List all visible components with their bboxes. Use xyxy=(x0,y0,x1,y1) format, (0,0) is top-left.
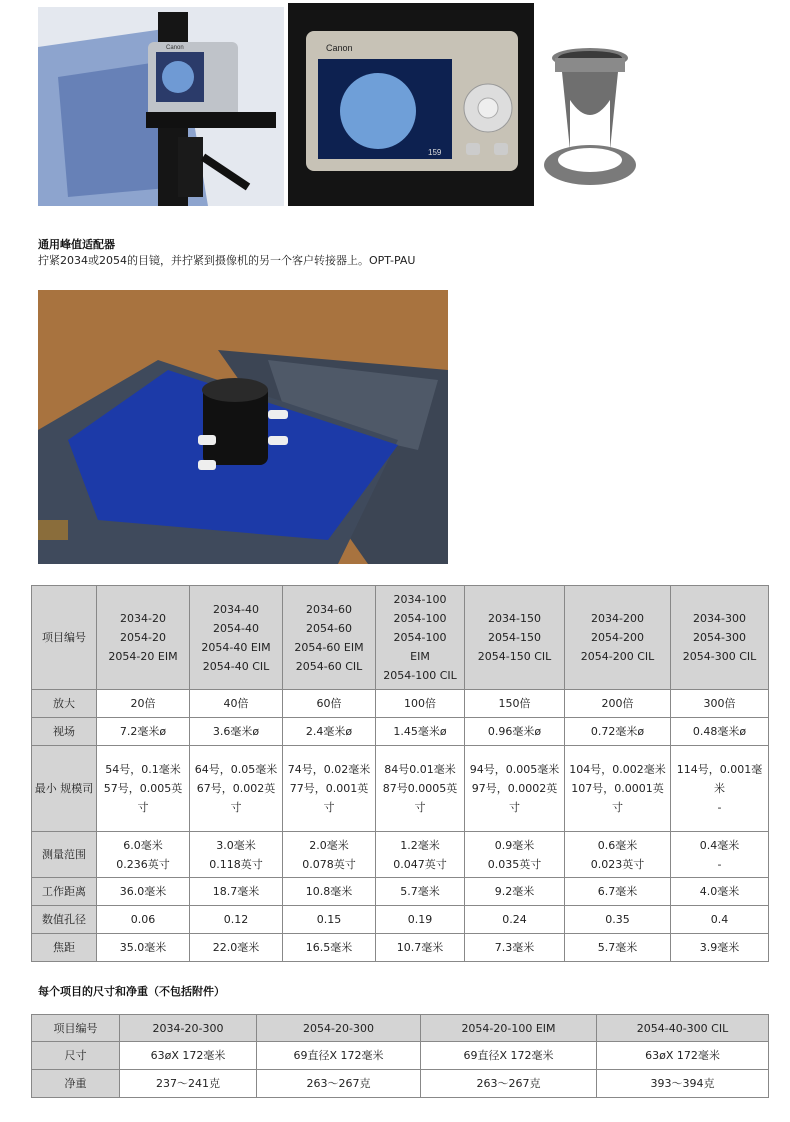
spec-cell-line: 0.035英寸 xyxy=(487,857,542,871)
spec-cell xyxy=(97,718,190,746)
camera-brand-label: Canon xyxy=(166,45,184,51)
spec-cell-line: 6.7毫米 xyxy=(597,885,638,898)
spec-cell-line: 36.0毫米 xyxy=(119,885,167,898)
spec-cell-line: 3.9毫米 xyxy=(699,941,740,954)
spec-cell xyxy=(283,934,376,962)
header-line: 2054-40 xyxy=(213,621,259,635)
dims-cell: 263～267克 xyxy=(257,1070,421,1098)
dims-row-label: 尺寸 xyxy=(32,1042,120,1070)
dims-cell: 63øX 172毫米 xyxy=(120,1042,257,1070)
spec-header-label: 项目编号 xyxy=(32,586,97,690)
dims-header-row xyxy=(32,1015,769,1042)
camera-brand-label-2: Canon xyxy=(326,43,353,53)
spec-cell-line: 87号0.0005英寸 xyxy=(382,782,458,814)
spec-cell xyxy=(190,934,283,962)
spec-cell-line: 60倍 xyxy=(316,697,342,710)
camera-screen-closeup-photo xyxy=(288,3,534,206)
dims-cell: 263～267克 xyxy=(421,1070,597,1098)
spec-row xyxy=(32,878,769,906)
spec-row-label: 测量范围 xyxy=(32,832,97,878)
spec-cell xyxy=(465,934,565,962)
spec-cell-line: 94号，0.005毫米 xyxy=(469,763,560,776)
dims-row-size xyxy=(32,1042,769,1070)
spec-header-row xyxy=(32,586,769,690)
spec-row-label: 工作距离 xyxy=(32,878,97,906)
spec-cell xyxy=(190,746,283,832)
camera-screen-count: 159 xyxy=(428,148,442,157)
spec-cell-line: 0.48毫米ø xyxy=(692,725,747,738)
spec-cell xyxy=(565,906,671,934)
spec-cell xyxy=(565,746,671,832)
spec-cell-line: 3.0毫米 xyxy=(216,838,256,852)
spec-cell-line: 18.7毫米 xyxy=(212,885,260,898)
spec-cell-line: 0.6毫米 xyxy=(597,838,638,852)
spec-header-cell xyxy=(671,586,769,690)
spec-cell xyxy=(283,878,376,906)
dims-cell: 237～241克 xyxy=(120,1070,257,1098)
spec-cell-line: 0.4 xyxy=(710,913,729,926)
header-line: 2054-20 xyxy=(120,631,166,644)
spec-cell-line: 67号，0.002英寸 xyxy=(196,782,276,814)
spec-cell-line: 104号，0.002毫米 xyxy=(569,763,666,776)
spec-row-label: 数值孔径 xyxy=(32,906,97,934)
header-line: 2054-200 xyxy=(591,631,644,644)
gray-adapter-photo xyxy=(540,40,640,200)
spec-header-cell xyxy=(190,586,283,690)
spec-cell-line: 0.06 xyxy=(130,913,156,926)
spec-cell xyxy=(565,878,671,906)
spec-header-cell xyxy=(283,586,376,690)
header-line: 2054-300 CIL xyxy=(682,650,757,663)
spec-cell xyxy=(376,718,465,746)
spec-cell-line: 6.0毫米 xyxy=(123,838,163,852)
spec-row xyxy=(32,906,769,934)
spec-cell xyxy=(465,878,565,906)
camera-mounted-on-stand-photo xyxy=(38,7,284,206)
spec-cell-line: 54号，0.1毫米 xyxy=(105,763,181,776)
header-line: 2034-150 xyxy=(488,612,541,625)
spec-row xyxy=(32,718,769,746)
spec-cell xyxy=(376,832,465,878)
section-description: 拧紧2034或2054的目镜，并拧紧到摄像机的另一个客户转接器上。OPT-PAU xyxy=(38,254,416,267)
spec-cell-line: 0.15 xyxy=(316,913,342,926)
spec-cell xyxy=(376,690,465,718)
spec-cell-line: 77号，0.001英寸 xyxy=(289,782,369,814)
spec-header-cell xyxy=(376,586,465,690)
spec-cell xyxy=(565,718,671,746)
spec-cell-line: 0.023英寸 xyxy=(590,857,645,871)
header-line: 2034-200 xyxy=(591,612,644,625)
spec-cell-line: 9.2毫米 xyxy=(494,885,535,898)
dims-cell: 69直径X 172毫米 xyxy=(421,1042,597,1070)
header-line: 2054-60 EIM xyxy=(294,640,364,654)
spec-cell-line: 0.078英寸 xyxy=(302,857,356,871)
spec-cell-line: 0.12 xyxy=(223,913,249,926)
dims-header-cell: 2054-20-300 xyxy=(257,1015,421,1042)
spec-cell xyxy=(465,718,565,746)
spec-cell xyxy=(283,906,376,934)
spec-cell-line: 300倍 xyxy=(703,697,736,710)
spec-cell xyxy=(190,906,283,934)
spec-cell-line: 64号，0.05毫米 xyxy=(194,763,278,776)
spec-cell-line: 20倍 xyxy=(130,697,156,710)
spec-row xyxy=(32,934,769,962)
dims-header-cell: 项目编号 xyxy=(32,1015,120,1042)
spec-cell-line: 7.2毫米ø xyxy=(119,725,167,738)
spec-row-label: 放大 xyxy=(32,690,97,718)
header-line: 2054-100 xyxy=(393,631,447,644)
spec-cell-line: 84号0.01毫米 xyxy=(384,763,456,776)
spec-cell-line: 97号，0.0002英寸 xyxy=(471,782,558,814)
spec-cell-line: 16.5毫米 xyxy=(305,941,353,954)
spec-cell-line: 0.96毫米ø xyxy=(487,725,542,738)
spec-cell-line: 0.236英寸 xyxy=(116,857,170,871)
header-line: 2054-60 xyxy=(306,621,352,635)
spec-cell xyxy=(97,832,190,878)
spec-cell-line: 74号，0.02毫米 xyxy=(287,763,371,776)
spec-cell xyxy=(376,934,465,962)
spec-cell-line: 10.7毫米 xyxy=(396,941,444,954)
header-line: 2034-300 xyxy=(693,612,746,625)
spec-cell-line: 7.3毫米 xyxy=(494,941,535,954)
dims-header-cell: 2054-20-100 EIM xyxy=(421,1015,597,1042)
spec-header-cell xyxy=(97,586,190,690)
spec-row xyxy=(32,746,769,832)
spec-cell xyxy=(565,690,671,718)
spec-cell-line: 3.6毫米ø xyxy=(212,725,260,738)
spec-cell xyxy=(97,906,190,934)
header-line: 2054-150 CIL xyxy=(477,650,552,663)
spec-cell-line: 5.7毫米 xyxy=(400,885,440,898)
spec-cell xyxy=(190,832,283,878)
spec-cell xyxy=(376,746,465,832)
header-line: 2054-20 EIM xyxy=(108,650,178,663)
spec-cell xyxy=(671,690,769,718)
header-line: 2054-40 EIM xyxy=(201,640,271,654)
spec-cell-line: 0.9毫米 xyxy=(494,838,535,852)
header-line: 2054-100 CIL xyxy=(383,669,457,682)
spec-cell xyxy=(283,746,376,832)
section-title-dimensions: 每个项目的尺寸和净重（不包括附件） xyxy=(38,985,225,998)
spec-cell-line: 40倍 xyxy=(223,697,249,710)
spec-cell xyxy=(97,746,190,832)
spec-cell xyxy=(671,832,769,878)
spec-row-label: 视场 xyxy=(32,718,97,746)
spec-row xyxy=(32,832,769,878)
spec-cell-line: 35.0毫米 xyxy=(119,941,167,954)
spec-cell-line: 57号，0.005英寸 xyxy=(103,782,183,814)
header-line: 2054-60 CIL xyxy=(295,659,363,673)
header-line: 2054-100 xyxy=(393,612,447,625)
spec-cell-line: 200倍 xyxy=(601,697,634,710)
spec-cell xyxy=(190,878,283,906)
spec-cell xyxy=(376,878,465,906)
spec-cell xyxy=(565,934,671,962)
dims-cell: 69直径X 172毫米 xyxy=(257,1042,421,1070)
header-line: 2054-150 xyxy=(488,631,541,644)
spec-header-cell xyxy=(465,586,565,690)
spec-cell-line: 10.8毫米 xyxy=(305,885,353,898)
dims-row-weight xyxy=(32,1070,769,1098)
spec-cell xyxy=(465,906,565,934)
header-line: 2054-300 xyxy=(693,631,746,644)
spec-cell-line: 4.0毫米 xyxy=(699,885,740,898)
dims-row-label: 净重 xyxy=(32,1070,120,1098)
spec-cell-line: 114号，0.001毫米 xyxy=(676,763,763,795)
spec-cell xyxy=(97,878,190,906)
spec-cell xyxy=(465,746,565,832)
spec-cell-line: 2.4毫米ø xyxy=(305,725,353,738)
spec-cell xyxy=(376,906,465,934)
spec-table-body xyxy=(32,690,769,962)
header-line: 2034-60 xyxy=(306,602,352,616)
spec-table xyxy=(31,585,769,962)
spec-cell xyxy=(565,832,671,878)
dimensions-table xyxy=(31,1014,769,1098)
spec-cell-line: 2.0毫米 xyxy=(309,838,349,852)
dims-header-cell: 2054-40-300 CIL xyxy=(597,1015,769,1042)
spec-cell xyxy=(283,690,376,718)
spec-cell-line: 150倍 xyxy=(498,697,531,710)
dims-cell: 63øX 172毫米 xyxy=(597,1042,769,1070)
spec-cell xyxy=(190,690,283,718)
adapter-in-case-photo xyxy=(38,290,448,564)
spec-cell-line: 5.7毫米 xyxy=(597,941,638,954)
spec-cell xyxy=(97,934,190,962)
spec-cell-line: 0.4毫米 xyxy=(699,838,740,852)
spec-cell-line: 22.0毫米 xyxy=(212,941,260,954)
spec-cell xyxy=(671,906,769,934)
spec-cell xyxy=(97,690,190,718)
spec-cell-line: 0.19 xyxy=(407,913,433,926)
section-title-adapter: 通用峰值适配器 xyxy=(38,238,115,251)
header-line: 2054-40 CIL xyxy=(202,659,270,673)
spec-cell-line: - xyxy=(717,801,722,814)
spec-row xyxy=(32,690,769,718)
header-line: EIM xyxy=(410,650,430,663)
spec-cell-line: 0.118英寸 xyxy=(209,857,263,871)
header-line: 2034-40 xyxy=(213,602,259,616)
spec-cell-line: 1.45毫米ø xyxy=(393,725,447,738)
spec-cell xyxy=(283,832,376,878)
dims-cell: 393～394克 xyxy=(597,1070,769,1098)
spec-cell xyxy=(671,878,769,906)
spec-cell-line: 1.2毫米 xyxy=(400,838,440,852)
spec-cell xyxy=(465,690,565,718)
spec-cell xyxy=(465,832,565,878)
spec-cell xyxy=(671,746,769,832)
spec-cell-line: 0.047英寸 xyxy=(393,857,447,871)
header-line: 2034-20 xyxy=(120,612,166,625)
spec-cell xyxy=(283,718,376,746)
spec-cell-line: 0.24 xyxy=(502,913,527,926)
spec-header-cell xyxy=(565,586,671,690)
spec-row-label: 最小 规模司 xyxy=(32,746,97,832)
spec-row-label: 焦距 xyxy=(32,934,97,962)
spec-cell xyxy=(671,718,769,746)
spec-cell-line: - xyxy=(717,857,722,871)
spec-cell xyxy=(190,718,283,746)
spec-cell xyxy=(671,934,769,962)
spec-cell-line: 0.35 xyxy=(605,913,630,926)
header-line: 2054-200 CIL xyxy=(580,650,655,663)
dims-header-cell: 2034-20-300 xyxy=(120,1015,257,1042)
header-line: 2034-100 xyxy=(393,593,447,606)
spec-cell-line: 100倍 xyxy=(404,697,436,710)
spec-cell-line: 107号，0.0001英寸 xyxy=(571,782,664,814)
spec-cell-line: 0.72毫米ø xyxy=(590,725,645,738)
